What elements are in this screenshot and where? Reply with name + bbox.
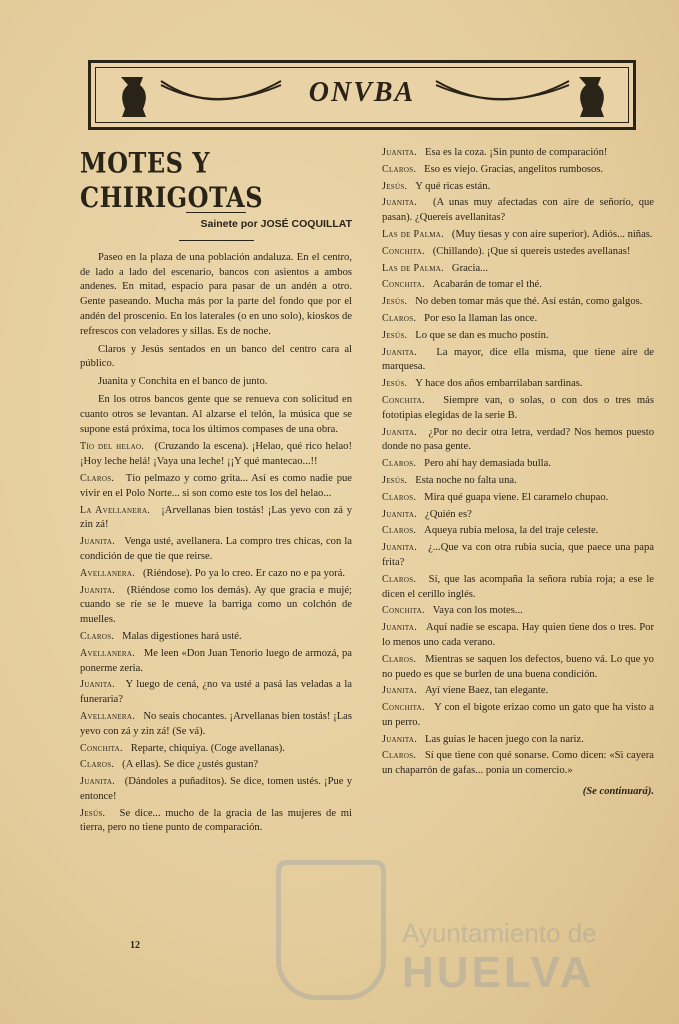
dialogue-text: (Dándoles a puñaditos). Se dice, tomen ustés. ¡Pue y entonce! <box>80 776 352 802</box>
speaker-name: Juanita. <box>80 536 116 548</box>
dialogue-text: ¿Por no decir otra letra, verdad? Nos hemos puesto donde no pasa gente. <box>382 426 654 453</box>
speaker-name: Claros. <box>382 312 417 324</box>
byline-divider <box>179 240 254 241</box>
dialogue-text: (Riéndose). Po ya lo creo. Er cazo no e pa yorá. <box>142 567 346 579</box>
dialogue-text: Mira qué guapa viene. El caramelo chupao. <box>424 491 609 503</box>
dialogue-line <box>80 742 352 757</box>
dialogue-line <box>80 440 352 470</box>
dialogue-text: Y hace dos años embarrilaban sardinas. <box>415 378 583 390</box>
dialogue-text: Mientras se saquen los defectos, bueno vá. Lo que yo no puedo es que se burlen de una buena condición. <box>382 653 654 680</box>
speaker-name: Avellanera. <box>80 647 136 659</box>
speaker-name: Conchita. <box>382 245 425 257</box>
intro-paragraph: Claros y Jesús sentados en un banco del centro cara al público. <box>80 343 352 370</box>
speaker-name: Tío del helao. <box>80 441 145 453</box>
watermark-line1: Ayuntamiento de <box>402 918 597 948</box>
dialogue-text: Venga usté, avellanera. La compro tres chicas, con la condición de que tie que reirse. <box>80 536 352 562</box>
dialogue-text: (A ellas). Se dice ¿ustés gustan? <box>122 759 259 771</box>
speaker-name: Juanita. <box>80 679 116 691</box>
dialogue-text: (Muy tiesas y con aire superior). Adiós... niñas. <box>451 228 653 240</box>
dialogue-text: Se dice... mucho de la gracia de las mujeres de mi tierra, pero no tiene punto de comparación. <box>80 807 352 834</box>
masthead-banner <box>88 60 636 130</box>
dialogue-line <box>80 710 352 740</box>
dialogue-text: Reparte, chiquiya. (Coge avellanas). <box>130 742 285 754</box>
dialogue-line <box>382 245 654 260</box>
dialogue-line <box>80 647 352 677</box>
dialogue-line <box>80 758 352 773</box>
speaker-name: Las de Palma. <box>382 262 444 274</box>
archive-watermark <box>276 860 656 1000</box>
dialogue-text: ¿Quién es? <box>425 508 472 520</box>
speaker-name: Juanita. <box>382 508 418 520</box>
dialogue-text: No seais chocantes. ¡Arvellanas bien tostás! ¡Las yevo con zá y zin zá! (Se vá). <box>80 710 352 737</box>
dialogue-text: Lo que se dan es mucho postín. <box>415 329 549 341</box>
dialogue-line <box>382 426 654 456</box>
dialogue-text: Gracia... <box>451 262 489 274</box>
speaker-name: Juanita. <box>382 346 418 358</box>
speaker-name: Conchita. <box>382 279 425 291</box>
speaker-name: Conchita. <box>382 605 425 617</box>
speaker-name: Conchita. <box>80 742 123 754</box>
speaker-name: Juanita. <box>80 584 116 596</box>
dialogue-text: No deben tomar más que thé. Así están, como galgos. <box>415 296 643 308</box>
dialogue-text: Las guías le hacen juego con la nariz. <box>425 733 584 745</box>
dialogue-line <box>382 474 654 489</box>
dialogue-text: Siempre van, o solas, o con dos o tres más fototipias elegidas de la serie B. <box>382 394 654 421</box>
dialogue-line <box>382 196 654 226</box>
dialogue-text: Y con el bigote erizao como un gato que ha visto a un perro. <box>382 702 654 728</box>
dialogue-line <box>80 630 352 645</box>
speaker-name: Claros. <box>382 573 417 585</box>
dialogue-text: Me leen «Don Juan Tenorio luego de armozá, pa ponerme zeria. <box>80 647 352 674</box>
dialogue-text: Sí, que las acompaña la señora rubia roja; a ese le dicen el cerillo inglés. <box>382 573 654 600</box>
speaker-name: Conchita. <box>382 702 425 714</box>
speaker-name: Claros. <box>382 458 417 470</box>
dialogue-line <box>80 504 352 534</box>
dialogue-text: (A unas muy afectadas con aire de señorío, que pasan). ¿Quereis avellanitas? <box>382 197 655 224</box>
dialogue-line <box>382 312 654 327</box>
dialogue-text: Aquí nadie se escapa. Hay quien tiene dos o tres. Por lo menos uno cada verano. <box>382 622 654 648</box>
dialogue-line <box>382 163 654 178</box>
dialogue-line <box>382 541 654 571</box>
left-dialogue <box>80 440 352 836</box>
dialogue-line <box>80 567 352 582</box>
dialogue-line <box>382 621 654 651</box>
dialogue-line <box>382 394 654 424</box>
speaker-name: Juanita. <box>382 542 418 554</box>
speaker-name: Jesús. <box>382 296 408 308</box>
dialogue-line <box>382 377 654 392</box>
dialogue-line <box>382 146 654 161</box>
dialogue-line <box>80 807 352 837</box>
intro-paragraph: Paseo en la plaza de una población andaluza. En el centro, de lado a lado del escenario, bancos con asientos a ambos andenes. En mitad, espacio para pasar de un andén a otro. Gente paseando. Mucha más por la parte del fondo que por el andén del proscenio. En los laterales (o en uno solo), kioskos de refrescos con veladores y sillas. Es de noche. <box>80 251 352 337</box>
speaker-name: Avellanera. <box>80 567 136 579</box>
dialogue-line <box>382 262 654 277</box>
dialogue-text: Por eso la llaman las once. <box>424 312 538 324</box>
speaker-name: Juanita. <box>382 733 418 745</box>
dialogue-line <box>382 749 654 779</box>
dialogue-text: ¿...Que va con otra rubia sucia, que paece una papa frita? <box>382 542 654 568</box>
speaker-name: Claros. <box>80 759 115 771</box>
speaker-name: Avellanera. <box>80 710 136 722</box>
dialogue-line <box>382 278 654 293</box>
dialogue-line <box>382 508 654 523</box>
dialogue-line <box>382 346 654 376</box>
dialogue-text: Vaya con los motes... <box>432 605 523 617</box>
speaker-name: Jesús. <box>80 807 106 819</box>
dialogue-text: Esa es la coza. ¡Sin punto de comparación! <box>425 147 608 158</box>
dialogue-line <box>382 180 654 195</box>
speaker-name: Claros. <box>382 653 417 665</box>
speaker-name: Juanita. <box>382 197 418 209</box>
intro-paragraph: Juanita y Conchita en el banco de junto. <box>98 376 268 388</box>
speaker-name: Juanita. <box>382 622 418 634</box>
speaker-name: Claros. <box>382 163 417 175</box>
dialogue-text: Acabarán de tomar el thé. <box>432 279 542 291</box>
left-column <box>80 146 352 838</box>
speaker-name: Claros. <box>80 472 115 484</box>
dialogue-text: Esta noche no falta una. <box>415 474 517 486</box>
dialogue-line <box>80 775 352 805</box>
speaker-name: Las de Palma. <box>382 228 444 240</box>
speaker-name: Claros. <box>80 630 115 642</box>
dialogue-text: Malas digestiones hará usté. <box>122 630 242 642</box>
byline: Sainete por JOSÉ COQUILLAT <box>200 218 352 230</box>
dialogue-text: La mayor, dice ella misma, que tiene aire de marquesa. <box>382 346 654 373</box>
dialogue-line <box>382 491 654 506</box>
dialogue-text: Sí que tiene con qué sonarse. Como dicen: «Si cayera un chaparrón de gafas... ponía un comercio.» <box>382 750 654 777</box>
speaker-name: Claros. <box>382 750 417 762</box>
right-column <box>382 146 654 800</box>
masthead-title: ONVBA <box>308 77 416 108</box>
right-dialogue <box>382 146 654 779</box>
dialogue-line <box>382 295 654 310</box>
page-number: 12 <box>130 940 140 951</box>
speaker-name: Claros. <box>382 525 417 537</box>
dialogue-line <box>382 573 654 603</box>
dialogue-text: Tío pelmazo y como grita... Así es como nadie pue vivir en el Polo Norte... si son como este tos los del helao... <box>80 472 352 499</box>
dialogue-line <box>382 228 654 243</box>
dialogue-text: Pero ahí hay demasiada bulla. <box>424 458 551 470</box>
speaker-name: Claros. <box>382 491 417 503</box>
dialogue-text: Eso es viejo. Gracias, angelitos rumbosos. <box>424 163 604 175</box>
dialogue-text: (Riéndose como los demás). Ay que gracia e mujé; cuando se ríe se le mueve la barriga como un colchón de muelles. <box>80 584 352 626</box>
watermark-line2: HUELVA <box>402 948 595 997</box>
dialogue-line <box>382 684 654 699</box>
dialogue-line <box>80 472 352 502</box>
dialogue-text: Y qué ricas están. <box>415 180 491 192</box>
speaker-name: La Avellanera. <box>80 504 151 516</box>
continued-note: (Se continuará). <box>582 786 654 798</box>
speaker-name: Jesús. <box>382 180 408 192</box>
dialogue-line <box>80 678 352 708</box>
dialogue-line <box>382 457 654 472</box>
dialogue-text: ¡Arvellanas bien tostás! ¡Las yevo con zá y zin zá! <box>80 504 353 531</box>
article-title: MOTES Y CHIRIGOTAS <box>80 146 264 214</box>
speaker-name: Juanita. <box>80 776 116 788</box>
dialogue-text: Y luego de cená, ¿no va usté a pasá las veladas a la funeraria? <box>80 679 352 706</box>
dialogue-text: Aqueya rubia melosa, la del traje celeste. <box>424 525 599 537</box>
dialogue-line <box>382 653 654 683</box>
dialogue-line <box>382 604 654 619</box>
speaker-name: Jesús. <box>382 329 408 341</box>
dialogue-text: (Chillando). ¡Que si quereis ustedes avellanas! <box>432 245 631 257</box>
dialogue-line <box>382 733 654 748</box>
speaker-name: Juanita. <box>382 147 418 158</box>
speaker-name: Juanita. <box>382 685 418 697</box>
dialogue-line <box>382 701 654 731</box>
dialogue-line <box>80 535 352 565</box>
dialogue-line <box>80 584 352 628</box>
speaker-name: Jesús. <box>382 474 408 486</box>
dialogue-line <box>382 524 654 539</box>
dialogue-text: (Cruzando la escena). ¡Helao, qué rico helao! ¡Hoy leche helá! ¡Vaya una leche! ¡¡Y qué mantecao...!! <box>80 441 352 468</box>
speaker-name: Jesús. <box>382 378 408 390</box>
intro-paragraph: En los otros bancos gente que se renueva con solicitud en cuanto otros se levantan. Al alzarse el telón, la música que se supone está próxima, toca los últimos compases de una obra. <box>80 393 352 435</box>
dialogue-line <box>382 329 654 344</box>
dialogue-text: Ayí viene Baez, tan elegante. <box>425 685 549 697</box>
speaker-name: Conchita. <box>382 394 425 406</box>
seal-icon <box>276 860 386 1000</box>
speaker-name: Juanita. <box>382 426 418 438</box>
